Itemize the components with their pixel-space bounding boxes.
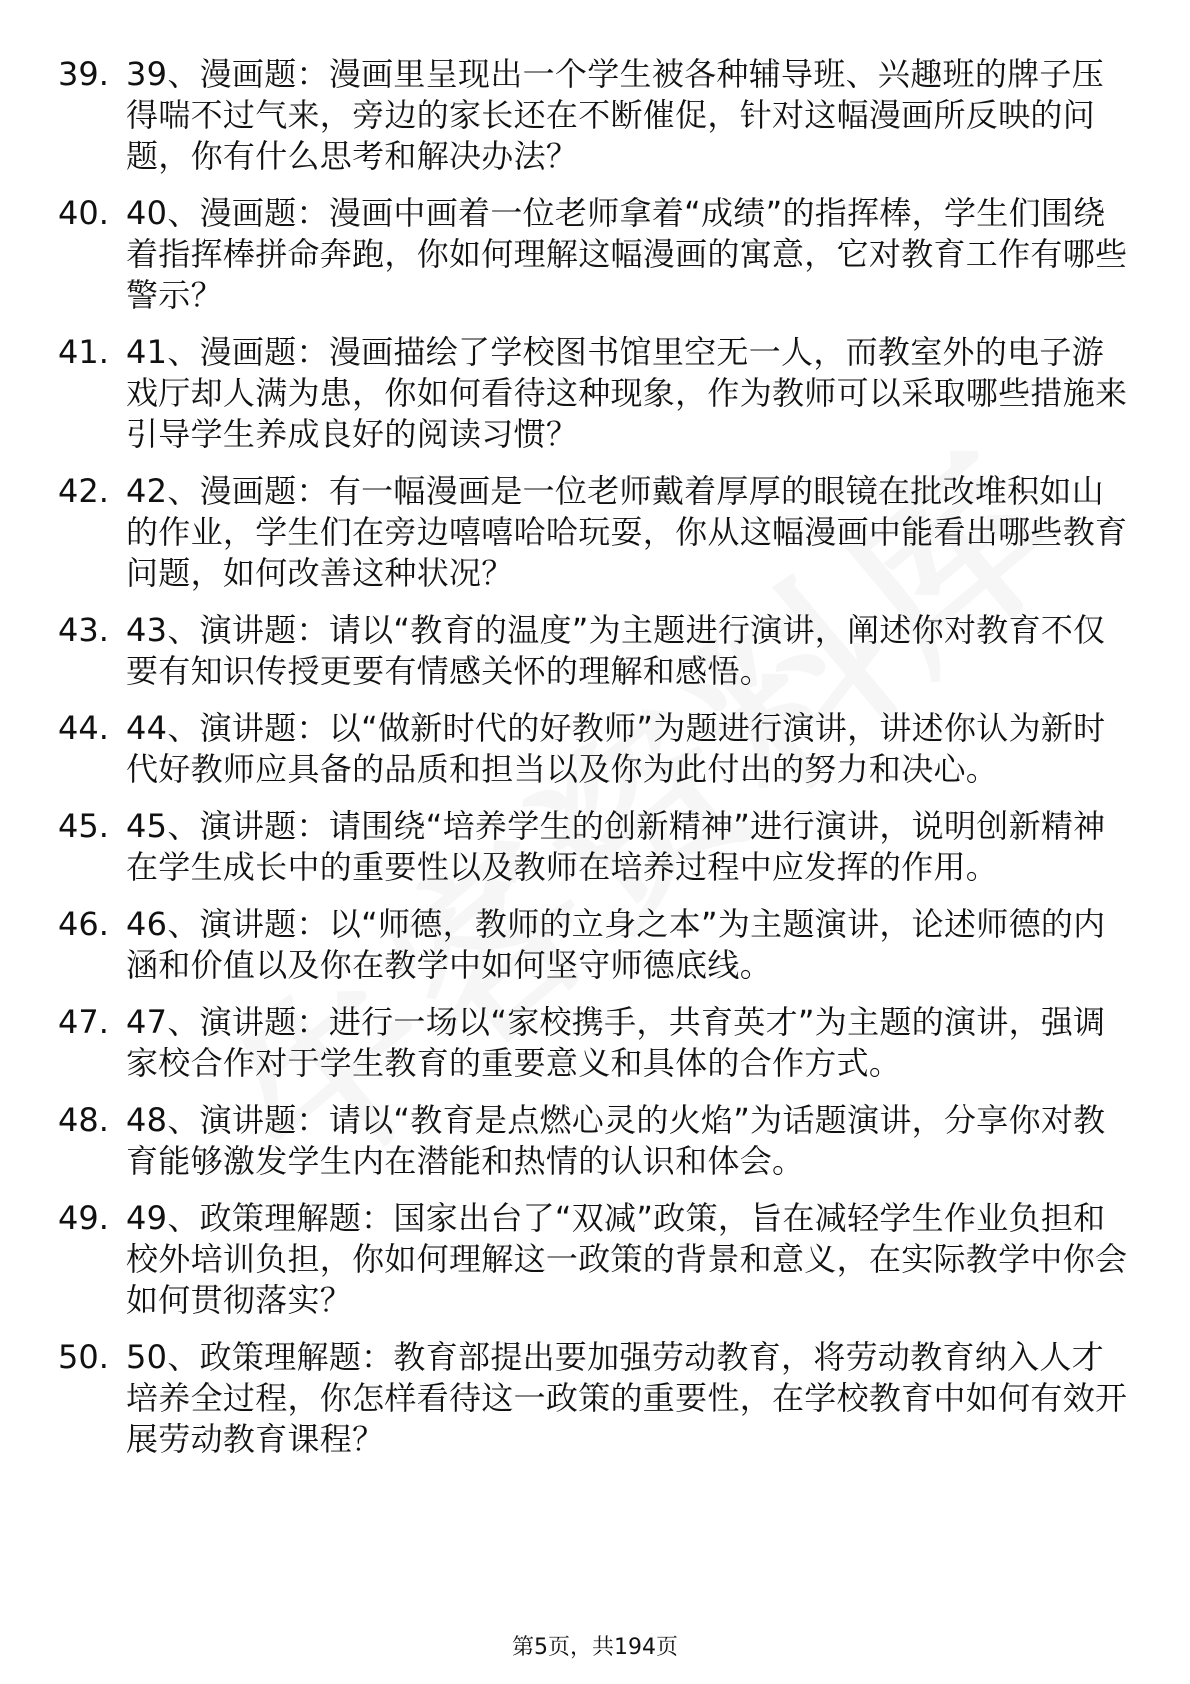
question-text: 40、漫画题：漫画中画着一位老师拿着“成绩”的指挥棒，学生们围绕着指挥棒拼命奔跑，你如何理解这幅漫画的寓意，它对教育工作有哪些警示？ (126, 194, 1128, 314)
question-number: 39. (58, 55, 109, 93)
question-text: 41、漫画题：漫画描绘了学校图书馆里空无一人，而教室外的电子游戏厅却人满为患，你如何看待这种现象，作为教师可以采取哪些措施来引导学生养成良好的阅读习惯？ (126, 333, 1128, 453)
question-number: 49. (58, 1199, 109, 1237)
question-text: 43、演讲题：请以“教育的温度”为主题进行演讲，阐述你对教育不仅要有知识传授更要有情感关怀的理解和感悟。 (126, 611, 1106, 690)
question-text: 44、演讲题：以“做新时代的好教师”为题进行演讲，讲述你认为新时代好教师应具备的品质和担当以及你为此付出的努力和决心。 (126, 709, 1106, 788)
question-text: 39、漫画题：漫画里呈现出一个学生被各种辅导班、兴趣班的牌子压得喘不过气来，旁边的家长还在不断催促，针对这幅漫画所反映的问题，你有什么思考和解决办法？ (126, 55, 1105, 175)
question-text: 42、漫画题：有一幅漫画是一位老师戴着厚厚的眼镜在批改堆积如山的作业，学生们在旁边嘻嘻哈哈玩耍，你从这幅漫画中能看出哪些教育问题，如何改善这种状况？ (126, 472, 1128, 592)
question-item (58, 332, 1128, 455)
question-number: 45. (58, 807, 109, 845)
question-item (58, 904, 1128, 986)
question-text: 49、政策理解题：国家出台了“双减”政策，旨在减轻学生作业负担和校外培训负担，你如何理解这一政策的背景和意义，在实际教学中你会如何贯彻落实？ (126, 1199, 1128, 1319)
question-number: 42. (58, 472, 109, 510)
question-item (58, 193, 1128, 316)
question-text: 45、演讲题：请围绕“培养学生的创新精神”进行演讲，说明创新精神在学生成长中的重要性以及教师在培养过程中应发挥的作用。 (126, 807, 1106, 886)
question-item (58, 708, 1128, 790)
question-number: 44. (58, 709, 109, 747)
question-item (58, 471, 1128, 594)
question-text: 50、政策理解题：教育部提出要加强劳动教育，将劳动教育纳入人才培养全过程，你怎样看待这一政策的重要性，在学校教育中如何有效开展劳动教育课程？ (126, 1338, 1128, 1458)
question-item (58, 54, 1128, 177)
question-number: 41. (58, 333, 109, 371)
question-number: 48. (58, 1101, 109, 1139)
question-item (58, 1198, 1128, 1321)
question-item (58, 1002, 1128, 1084)
question-number: 47. (58, 1003, 109, 1041)
question-list (58, 54, 1128, 1476)
question-number: 43. (58, 611, 109, 649)
question-text: 46、演讲题：以“师德，教师的立身之本”为主题演讲，论述师德的内涵和价值以及你在教学中如何坚守师德底线。 (126, 905, 1106, 984)
question-number: 40. (58, 194, 109, 232)
question-item (58, 1100, 1128, 1182)
question-text: 47、演讲题：进行一场以“家校携手，共育英才”为主题的演讲，强调家校合作对于学生教育的重要意义和具体的合作方式。 (126, 1003, 1106, 1082)
page-number-label: 第5页，共194页 (512, 1635, 678, 1660)
question-number: 50. (58, 1338, 109, 1376)
question-text: 48、演讲题：请以“教育是点燃心灵的火焰”为话题演讲，分享你对教育能够激发学生内在潜能和热情的认识和体会。 (126, 1101, 1106, 1180)
question-item (58, 610, 1128, 692)
question-number: 46. (58, 905, 109, 943)
question-item (58, 1337, 1128, 1460)
page-footer (0, 1634, 1190, 1662)
question-item (58, 806, 1128, 888)
